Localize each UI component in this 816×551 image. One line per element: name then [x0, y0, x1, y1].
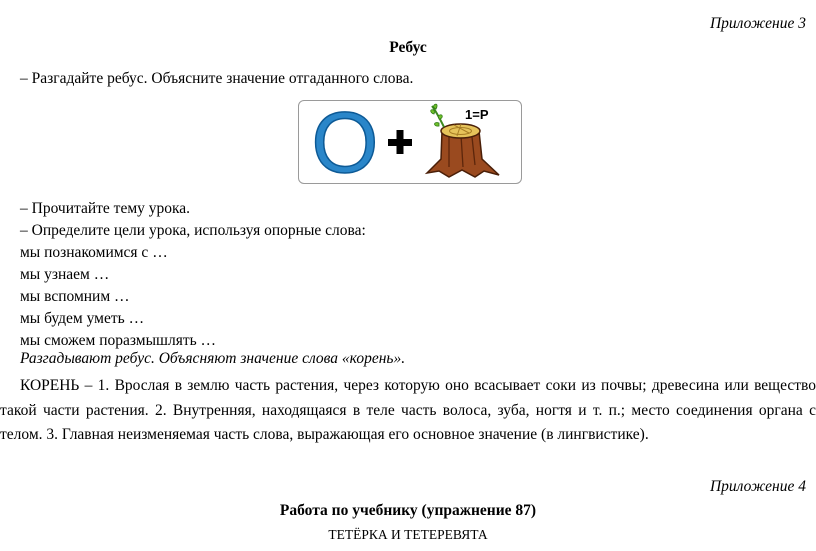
- keyword-line: мы узнаем …: [20, 266, 110, 283]
- definition-paragraph: КОРЕНЬ – 1. Врослая в землю часть растения, через которую оно всасывает соки из почвы; древесина или вещество такой части растения. 2. Внутренняя, находящаяся в теле часть волоса, зуба, ногтя и т. п.; место соединения органа с телом. 3. Главная неизменяемая часть слова, выражающая его основное значение (в лингвистике).: [0, 377, 816, 443]
- keyword-line: мы познакомимся с …: [20, 244, 168, 261]
- student-activity-note: Разгадывают ребус. Объясняют значение слова «корень».: [20, 350, 406, 367]
- keyword-line: мы будем уметь …: [20, 310, 145, 327]
- poem-title: ТЕТЁРКА И ТЕТЕРЕВЯТА: [328, 527, 488, 542]
- exercise-title: Работа по учебнику (упражнение 87): [279, 502, 537, 519]
- keyword-line: мы сможем поразмышлять …: [20, 332, 217, 349]
- appendix-3-label: Приложение 3: [709, 15, 806, 32]
- letter-o-icon: [312, 101, 379, 183]
- rebus-title: Ребус: [389, 39, 427, 56]
- rebus-picture: [298, 100, 522, 184]
- svg-text:О: О: [311, 101, 379, 183]
- lesson-topic-line: – Прочитайте тему урока.: [20, 200, 191, 217]
- rebus-formula: 1=Р: [465, 107, 489, 122]
- plus-icon: [388, 130, 412, 154]
- lesson-goals-line: – Определите цели урока, используя опорные слова:: [20, 222, 366, 239]
- rebus-image: [299, 101, 521, 183]
- keyword-line: мы вспомним …: [20, 288, 130, 305]
- rebus-task: – Разгадайте ребус. Объясните значение отгаданного слова.: [20, 70, 414, 87]
- appendix-4-label: Приложение 4: [709, 478, 806, 495]
